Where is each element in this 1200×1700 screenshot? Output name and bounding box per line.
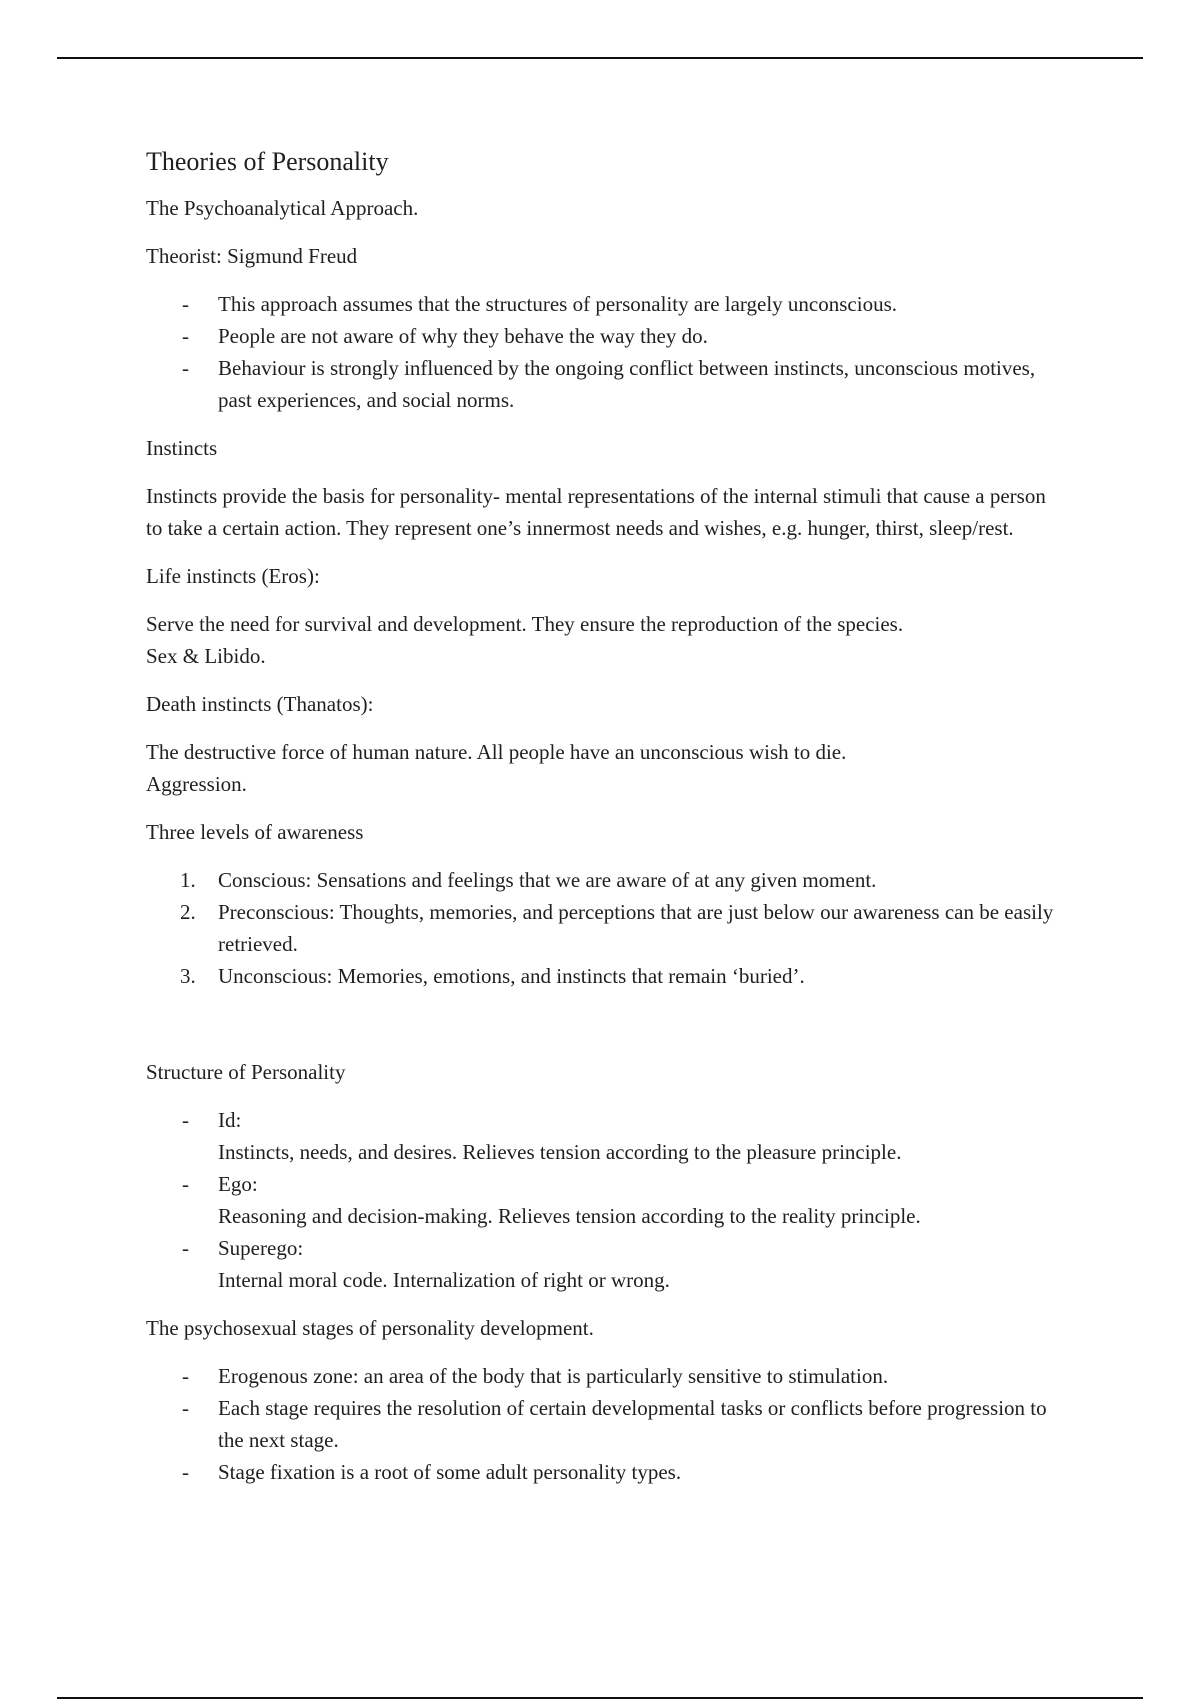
list-item: - This approach assumes that the structures of personality are largely unconscious. [182,292,898,316]
list-item: - Stage fixation is a root of some adult personality types. [182,1460,682,1484]
approach-list [146,288,1066,416]
theorist-line: Theorist: Sigmund Freud [146,244,358,268]
life-instincts-paragraph: Serve the need for survival and development. They ensure the reproduction of the species. Sex & Libido. [146,612,904,668]
death-instincts-paragraph: The destructive force of human nature. All people have an unconscious wish to die. Aggression. [146,740,847,796]
document-page [146,144,1066,1504]
life-instincts-heading: Life instincts (Eros): [146,564,320,588]
list-item: - Erogenous zone: an area of the body that is particularly sensitive to stimulation. [182,1364,889,1388]
list-item: - Id: Instincts, needs, and desires. Relieves tension according to the pleasure principle. [182,1108,902,1164]
list-item: - Each stage requires the resolution of certain developmental tasks or conflicts before progression to the next stage. [182,1396,1047,1452]
awareness-list [146,864,1066,992]
list-item: 1. Conscious: Sensations and feelings that we are aware of at any given moment. [180,868,877,892]
footer-rule [57,1697,1143,1699]
death-instincts-heading: Death instincts (Thanatos): [146,692,374,716]
instincts-heading: Instincts [146,436,218,460]
instincts-paragraph: Instincts provide the basis for personality- mental representations of the internal stimuli that cause a person to take a certain action. They represent one’s innermost needs and wishes, e.g. hunger, thirst, sleep/rest. [146,484,1046,540]
list-item: - Ego: Reasoning and decision-making. Relieves tension according to the reality principle. [182,1172,921,1228]
approach-heading: The Psychoanalytical Approach. [146,196,419,220]
list-item: 2. Preconscious: Thoughts, memories, and perceptions that are just below our awareness can be easily retrieved. [180,900,1054,956]
list-item: - Behaviour is strongly influenced by the ongoing conflict between instincts, unconscious motives, past experiences, and social norms. [182,356,1036,412]
header-rule [57,57,1143,59]
structure-list [146,1104,1066,1296]
list-item: - Superego: Internal moral code. Internalization of right or wrong. [182,1236,670,1292]
stages-list [146,1360,1066,1488]
awareness-heading: Three levels of awareness [146,820,364,844]
stages-heading: The psychosexual stages of personality development. [146,1316,594,1340]
list-item: 3. Unconscious: Memories, emotions, and instincts that remain ‘buried’. [180,964,805,988]
page-title: Theories of Personality [146,147,389,176]
list-item: - People are not aware of why they behave the way they do. [182,324,708,348]
structure-heading: Structure of Personality [146,1060,346,1084]
spacer [146,1008,1066,1056]
